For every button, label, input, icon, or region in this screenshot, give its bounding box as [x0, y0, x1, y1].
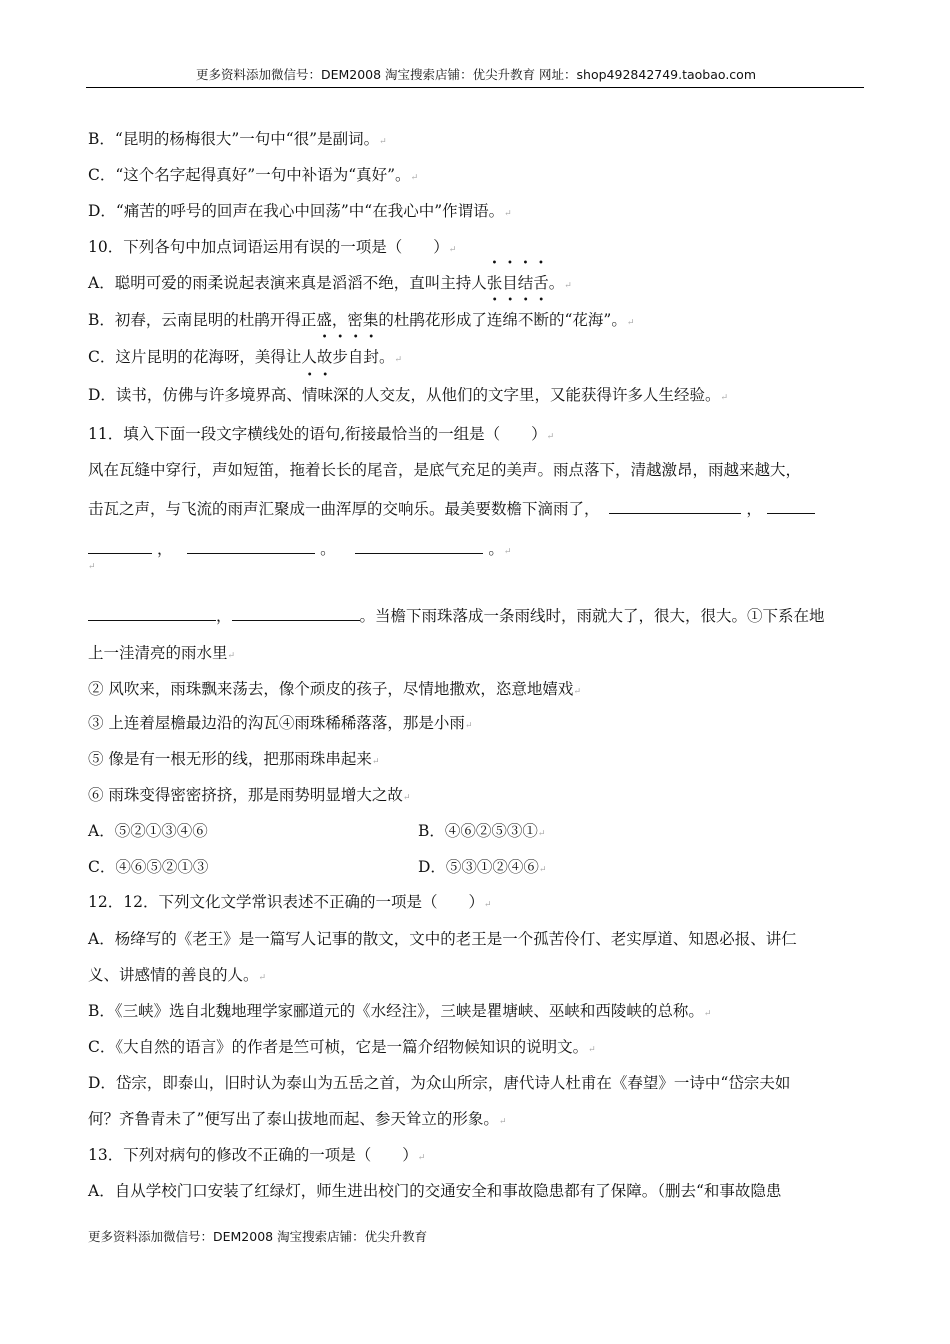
header-divider [86, 87, 864, 88]
dotted-char: 故 [316, 348, 333, 366]
dotted-char: 步 [332, 348, 348, 366]
q11-passage-line-5: 上一洼清亮的雨水里↵ [88, 644, 236, 662]
answer-blank[interactable] [609, 497, 741, 514]
q11-option-d: D．⑤③①②④⑥↵ [418, 858, 547, 876]
dotted-char: 舌 [533, 274, 549, 292]
q12-option-d-line-2: 何？齐鲁青未了”便写出了泰山拔地而起、参天耸立的形象。↵ [88, 1110, 507, 1128]
answer-blank[interactable] [88, 604, 216, 621]
q13-stem: 13．下列对病句的修改不正确的一项是（ ）↵ [88, 1146, 426, 1164]
dotted-char: 结 [517, 274, 534, 292]
dotted-char: 连 [486, 311, 503, 329]
q9-option-d: D．“痛苦的呼号的回声在我心中回荡”中“在我心中”作谓语。↵ [88, 202, 512, 220]
dotted-char: 绵 [502, 311, 518, 329]
dotted-char: 味 [317, 386, 333, 404]
q9-option-b: B．“昆明的杨梅很大”一句中“很”是副词。↵ [88, 130, 387, 148]
dotted-char: 张 [486, 274, 503, 292]
dotted-char: 封 [363, 348, 379, 366]
q10-option-b: B．初春，云南昆明的杜鹃开得正盛，密集的杜鹃花形成了连绵不断的“花海”。↵ [88, 311, 635, 329]
dotted-char: 断 [533, 311, 549, 329]
answer-blank[interactable] [88, 537, 152, 554]
q12-stem: 12．12．下列文化文学常识表述不正确的一项是（ ）↵ [88, 893, 492, 911]
q11-option-c: C．④⑥⑤②①③ [88, 858, 209, 876]
page-footer: 更多资料添加微信号：DEM2008 淘宝搜索店铺：优尖升教育 [88, 1229, 428, 1244]
q10-option-d: D．读书，仿佛与许多境界高、情味深的人交友，从他们的文字里，又能获得许多人生经验。↵ [88, 386, 729, 404]
q10-option-a: A．聪明可爱的雨柔说起表演来真是滔滔不绝，直叫主持人张目结舌。↵ [88, 274, 572, 292]
q11-sentence-6: ⑥ 雨珠变得密密挤挤，那是雨势明显增大之故↵ [88, 786, 411, 804]
q10-option-c: C．这片昆明的花海呀，美得让人故步自封。↵ [88, 348, 402, 366]
q11-passage-line-1: 风在瓦缝中穿行，声如短笛，拖着长长的尾音，是底气充足的美声。雨点落下，清越激昂，雨越来越大， [88, 461, 802, 479]
answer-blank[interactable] [767, 497, 815, 514]
answer-blank[interactable] [355, 537, 483, 554]
dotted-char: 自 [347, 348, 364, 366]
q12-option-b: B．《三峡》选自北魏地理学家郦道元的《水经注》，三峡是瞿塘峡、巫峡和西陵峡的总称。↵ [88, 1002, 712, 1020]
q12-option-a-line-2: 义、讲感情的善良的人。↵ [88, 966, 267, 984]
page-header: 更多资料添加微信号：DEM2008 淘宝搜索店铺：优尖升教育 网址：shop492842749.taobao.com [195, 67, 757, 82]
q11-passage-line-2: 击瓦之声，与飞流的雨声汇聚成一曲浑厚的交响乐。最美要数檐下滴雨了， ， [88, 497, 868, 520]
q12-option-a-line-1: A．杨绛写的《老王》是一篇写人记事的散文，文中的老王是一个孤苦伶仃、老实厚道、知恩必报、讲仁 [88, 930, 797, 948]
q12-option-c: C．《大自然的语言》的作者是竺可桢，它是一篇介绍物候知识的说明文。↵ [88, 1038, 596, 1056]
q12-option-d-line-1: D．岱宗，即泰山，旧时认为泰山为五岳之首，为众山所宗，唐代诗人杜甫在《春望》一诗中“岱宗夫如 [88, 1074, 791, 1092]
q11-sentence-3-4: ③ 上连着屋檐最边沿的沟瓦④雨珠稀稀落落，那是小雨↵ [88, 714, 473, 732]
paragraph-mark: ↵ [88, 562, 96, 572]
answer-blank[interactable] [187, 537, 315, 554]
dotted-char: 情 [301, 386, 318, 404]
q11-option-a: A．⑤②①③④⑥ [88, 822, 208, 840]
q10-stem: 10．下列各句中加点词语运用有误的一项是（ ）↵ [88, 238, 457, 256]
q11-passage-line-3: ， 。 。↵ [88, 537, 868, 563]
q13-option-a: A．自从学校门口安装了红绿灯，师生进出校门的交通安全和事故隐患都有了保障。（删去“和事故隐患 [88, 1182, 782, 1200]
q11-sentence-2: ② 风吹来，雨珠飘来荡去，像个顽皮的孩子，尽情地撒欢，恣意地嬉戏↵ [88, 680, 581, 698]
answer-blank[interactable] [232, 604, 360, 621]
dotted-char: 不 [517, 311, 534, 329]
q11-passage-line-4: ， 。当檐下雨珠落成一条雨线时，雨就大了，很大，很大。①下系在地 [88, 604, 868, 627]
q11-option-b: B．④⑥②⑤③①↵ [418, 822, 546, 840]
q9-option-c: C．“这个名字起得真好”一句中补语为“真好”。↵ [88, 166, 419, 184]
dotted-char: 目 [502, 274, 518, 292]
q11-sentence-5: ⑤ 像是有一根无形的线，把那雨珠串起来↵ [88, 750, 380, 768]
q11-stem: 11．填入下面一段文字横线处的语句,衔接最恰当的一组是（ ）↵ [88, 425, 555, 443]
